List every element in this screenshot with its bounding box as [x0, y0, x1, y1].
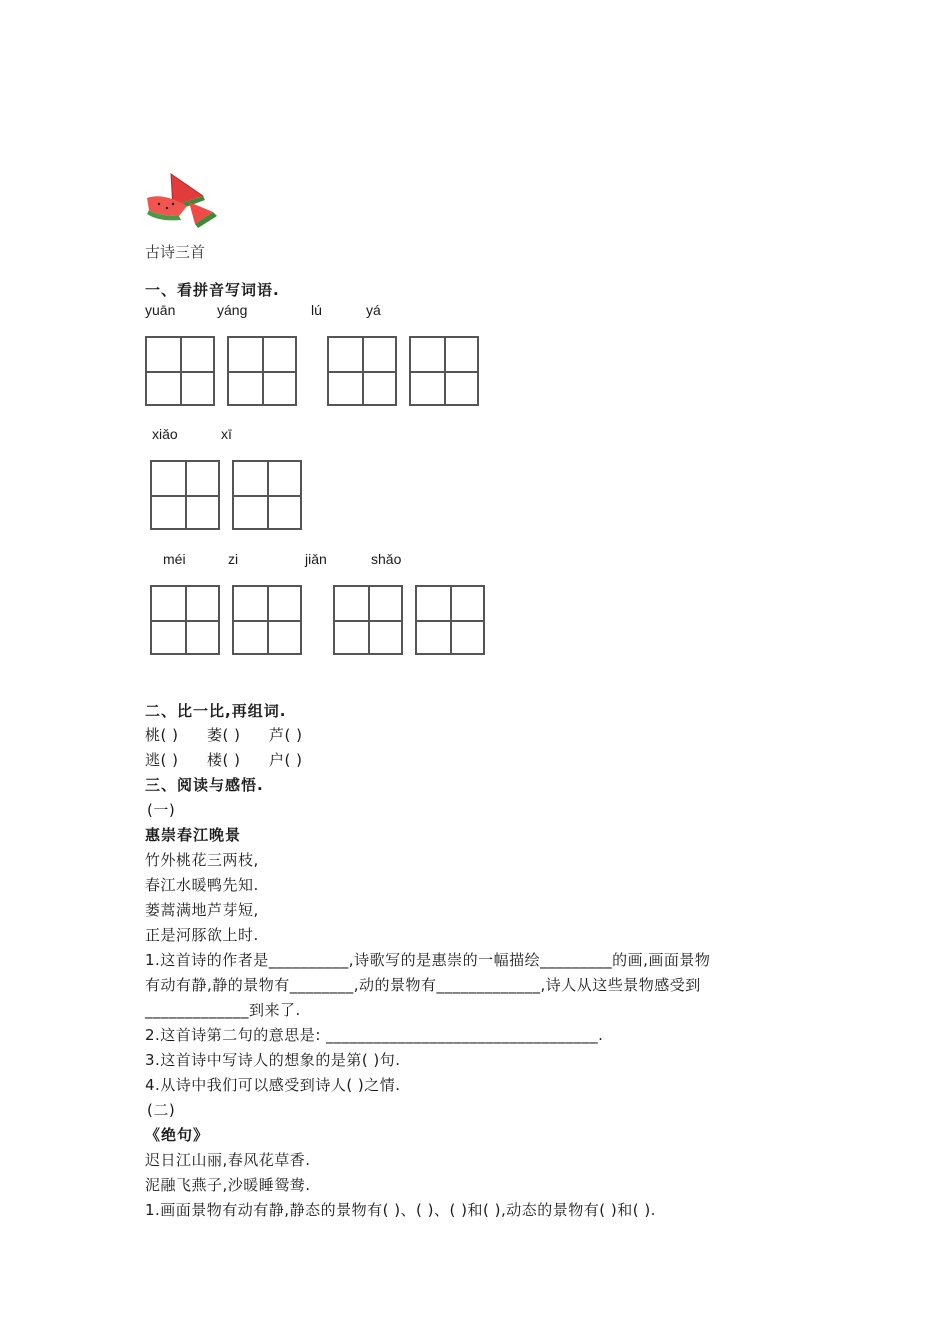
writing-box[interactable]	[409, 336, 479, 406]
watermelon-logo	[143, 166, 221, 230]
poem1-line: 蒌蒿满地芦芽短,	[145, 901, 259, 919]
poem1-line: 正是河豚欲上时.	[145, 926, 259, 944]
poem1-line: 竹外桃花三两枝,	[145, 851, 259, 869]
pinyin-mei: méi	[163, 551, 186, 567]
writing-box[interactable]	[327, 336, 397, 406]
compare-item: 楼( )	[207, 751, 241, 769]
compare-item: 萎( )	[207, 726, 241, 744]
compare-item: 桃( )	[145, 726, 179, 744]
poem2-line: 迟日江山丽,春风花草香.	[145, 1151, 311, 1169]
pinyin-xi: xī	[221, 426, 232, 442]
writing-box[interactable]	[232, 585, 302, 655]
question-1-cont: _____________到来了.	[145, 1001, 301, 1019]
pinyin-shao: shǎo	[371, 551, 402, 567]
pinyin-yuan: yuān	[145, 302, 176, 318]
writing-box[interactable]	[232, 460, 302, 530]
section1-heading: 一、看拼音写词语.	[145, 281, 280, 299]
poem2-title: 《绝句》	[145, 1126, 210, 1144]
pinyin-lu: lú	[311, 302, 322, 318]
writing-box[interactable]	[415, 585, 485, 655]
writing-box[interactable]	[227, 336, 297, 406]
compare-item: 逃( )	[145, 751, 179, 769]
writing-box[interactable]	[333, 585, 403, 655]
question-1: 1.这首诗的作者是__________,诗歌写的是惠崇的一幅描绘_________的画,画面景物	[145, 951, 711, 969]
compare-item: 户( )	[269, 751, 303, 769]
poem1-title: 惠崇春江晚景	[145, 826, 242, 844]
part2-label: (二)	[147, 1101, 176, 1119]
section3-heading: 三、阅读与感悟.	[145, 776, 264, 794]
poem2-question-1: 1.画面景物有动有静,静态的景物有( )、( )、( )和( ),动态的景物有( )和( ).	[145, 1201, 656, 1219]
pinyin-zi: zi	[228, 551, 239, 567]
writing-box[interactable]	[150, 585, 220, 655]
pinyin-jian: jiǎn	[305, 551, 327, 567]
poem2-line: 泥融飞燕子,沙暖睡鸳鸯.	[145, 1176, 311, 1194]
poem1-line: 春江水暖鸭先知.	[145, 876, 259, 894]
question-4: 4.从诗中我们可以感受到诗人( )之情.	[145, 1076, 401, 1094]
compare-item: 芦( )	[269, 726, 303, 744]
writing-box[interactable]	[150, 460, 220, 530]
pinyin-ya: yá	[366, 302, 381, 318]
part1-label: (一)	[147, 801, 176, 819]
watermelon-slice-right	[189, 202, 217, 228]
question-2: 2.这首诗第二句的意思是: __________________________________.	[145, 1026, 604, 1044]
page-title: 古诗三首	[145, 243, 206, 261]
section2-heading: 二、比一比,再组词.	[145, 702, 287, 720]
pinyin-yang: yáng	[217, 302, 248, 318]
question-1-cont: 有动有静,静的景物有________,动的景物有_____________,诗人从这些景物感受到	[145, 976, 701, 994]
writing-box[interactable]	[145, 336, 215, 406]
pinyin-xiao: xiǎo	[152, 426, 178, 442]
question-3: 3.这首诗中写诗人的想象的是第( )句.	[145, 1051, 401, 1069]
